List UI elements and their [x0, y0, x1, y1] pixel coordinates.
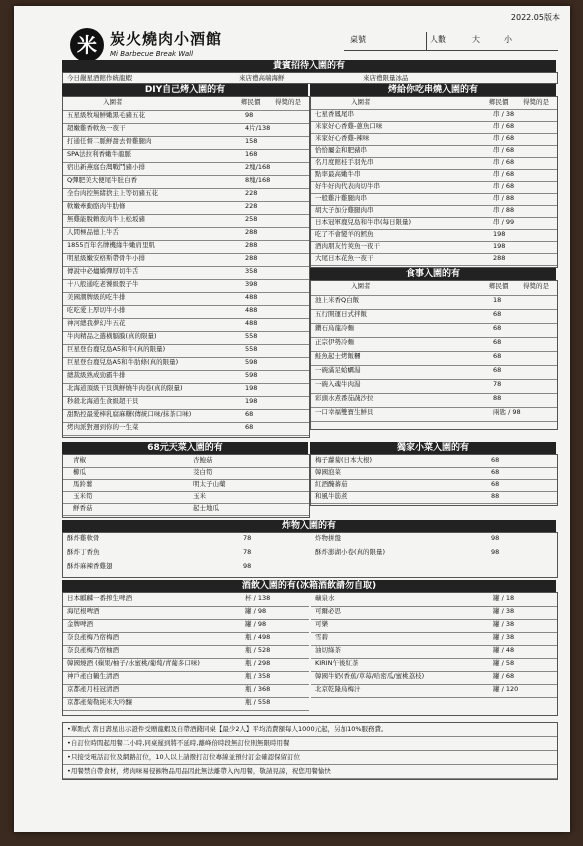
diy-item-price: 168: [245, 150, 258, 158]
logo-icon: 米: [70, 28, 104, 62]
fried-item-price: 98: [491, 534, 500, 542]
skewer-col-price: 鄉民價: [489, 98, 509, 106]
diy-item-name: 超嫩雞香軟魚一夜干: [67, 124, 126, 132]
drink-item-name: 韓國牛奶(香蕉/草莓/哈密瓜/蜜桃荔枝): [315, 672, 425, 680]
exclusive-item-price: 68: [491, 468, 500, 476]
side68-item-right: 明太子山藥: [193, 480, 226, 488]
diy-item-price: 488: [245, 293, 258, 301]
diy-item-name: 無雞能脫賴夜肉牛上松坂豬: [67, 215, 145, 223]
diy-item-name: 人間極品德上牛舌: [67, 228, 119, 236]
fried-item-name: 酥炸丁香魚: [67, 548, 100, 556]
skewer-item-name: 吃了不會變羊的鱈魚: [315, 230, 374, 238]
skewer-item-name: 酒肉朋友竹莢魚一夜干: [315, 242, 380, 250]
exclusive-row-divider: [311, 503, 557, 504]
drink-item-price: 瓶 / 498: [245, 633, 271, 641]
skewer-item-name: 好牛好肉代表肉切牛串: [315, 182, 380, 190]
note-line: •單點式 當日壽星出示證件受贈龍蝦及自帶酒錢同桌【最少2人】平均消費額每人1000元起，另加10%服務費。: [63, 723, 557, 737]
header-divider: [344, 50, 558, 51]
meal-item-price: 68: [493, 324, 502, 332]
drink-item-name: 礦泉水: [315, 594, 335, 602]
drink-item-price: 瓶 / 358: [245, 672, 271, 680]
fried-item-price: 78: [243, 534, 252, 542]
diy-item-price: 228: [245, 202, 258, 210]
drink-item-name: 京都產菊勒純米大吟釀: [67, 698, 132, 706]
meal-item-price: 78: [493, 380, 502, 388]
drink-item-price: 罐 / 98: [245, 620, 267, 628]
diy-item-price: 8塊/168: [245, 176, 271, 184]
drink-item-name: 雪碧: [315, 633, 328, 641]
vip-item-right: 來店禮限量冰品: [363, 74, 409, 82]
diy-item-price: 358: [245, 267, 258, 275]
exclusive-row-divider: [311, 467, 557, 468]
diy-item-name: 十八般通吃老饕級骰子牛: [67, 280, 139, 288]
drink-row-divider: [311, 606, 557, 607]
skewer-item-name: 大尾日本花魚一夜干: [315, 254, 374, 262]
drinks-table: [62, 592, 558, 716]
side68-item-right: 起士地瓜: [193, 504, 219, 512]
drink-row-divider: [311, 632, 557, 633]
drink-item-price: 杯 / 138: [245, 594, 271, 602]
meal-item-name: 一口幸福雙寶生鮮貝: [315, 408, 374, 416]
exclusive-item-name: 紅酒醃蕃茄: [315, 480, 348, 488]
exclusive-section-title: 獨家小菜入園的有: [310, 442, 556, 454]
drink-item-name: 北京乾隆烏梅汁: [315, 685, 361, 693]
skewer-item-name: 米家好心香雞-辣味: [315, 134, 370, 142]
diy-item-name: Q彈肥美大便尾牛肚白香: [67, 176, 138, 184]
diy-item-name: 全台肉控無緒捨主上等切豬五花: [67, 189, 158, 197]
side68-row-divider: [63, 515, 309, 516]
diy-col-name: 入園者: [103, 98, 123, 106]
diy-item-price: 4片/138: [245, 124, 271, 132]
fried-item-name: 酥炸麻辣香雞翅: [67, 562, 113, 570]
fried-item-price: 78: [243, 548, 252, 556]
side68-item-left: 玉米筍: [73, 492, 93, 500]
skewer-item-price: 198: [493, 230, 506, 238]
brand-subtitle: Mi Barbecue Break Wall: [110, 50, 194, 58]
drink-item-name: KIRIN午後紅茶: [315, 659, 359, 667]
skewer-row-divider: [311, 265, 557, 266]
vip-row: [62, 72, 558, 84]
fried-table: [62, 532, 558, 578]
drink-item-name: 可樂: [315, 620, 328, 628]
drink-item-name: 韓國燒酒 (蘋果/柚子/水蜜桃/葡萄/青葡多口味): [67, 659, 200, 667]
note-line: •只接受電話訂位及網路訂位，10人以上請撥打訂位專線並預付訂金確認保留訂位: [63, 751, 557, 765]
meal-item-price: 68: [493, 352, 502, 360]
skewer-item-price: 串 / 68: [493, 122, 515, 130]
drink-item-price: 罐 / 18: [493, 594, 515, 602]
skewer-table: [310, 96, 558, 268]
exclusive-item-price: 68: [491, 480, 500, 488]
people-count-label: 人數: [430, 35, 446, 44]
drink-item-price: 罐 / 48: [493, 646, 515, 654]
vip-item-left: 今日嚴星酒館作統龍蝦: [67, 74, 132, 82]
diy-row-divider: [63, 435, 309, 436]
diy-item-name: 牛肉精品之選橫膈膜(真的限量): [67, 332, 157, 340]
drink-item-price: 罐 / 120: [493, 685, 519, 693]
drink-item-name: 神戶產白鶴生清酒: [67, 672, 119, 680]
side68-table: [62, 454, 310, 518]
drink-row-divider: [311, 697, 557, 698]
diy-item-price: 288: [245, 254, 258, 262]
diy-item-name: 巨星登台鹿兒島A5和牛肋條(真的限量): [67, 358, 179, 366]
diy-item-name: 巨星登台鹿兒島A5和牛(真的限量): [67, 345, 166, 353]
adult-label: 大: [472, 35, 480, 44]
meal-item-name: 彩頭水煮番茄蔬沙拉: [315, 394, 374, 402]
fried-item-price: 98: [243, 562, 252, 570]
drink-item-name: 金牌啤酒: [67, 620, 93, 628]
diy-item-name: 北海道頂級干貝與鮮燒牛肉卷(真的限量): [67, 384, 183, 392]
note-line: •自訂位時間起用餐二小時,同桌遲到將不延時,離峰倍時段無訂位則無限時用餐: [63, 737, 557, 751]
skewer-item-price: 串 / 68: [493, 158, 515, 166]
diy-item-name: 吃吃愛上厚切牛小排: [67, 306, 126, 314]
meal-item-name: 池上米香Q白飯: [315, 296, 360, 304]
meal-item-price: 兩匙 / 98: [493, 408, 521, 416]
note-line: •用餐禁自帶食材，烤肉味易侵蝕物品用品因此無法離帶入內用餐，敬請見諒，祝您用餐愉快: [63, 765, 557, 779]
notes-box: [62, 722, 558, 780]
fried-item-name: 酥炸澎湖小卷(真的限量): [315, 548, 386, 556]
skewer-col-count: 得獎的是: [523, 98, 549, 106]
diy-item-price: 488: [245, 319, 258, 327]
diy-item-price: 558: [245, 332, 258, 340]
drink-item-name: 可爾必思: [315, 607, 341, 615]
skewer-item-price: 串 / 38: [493, 110, 515, 118]
skewer-item-price: 串 / 68: [493, 134, 515, 142]
skewer-item-name: 米家好心香雞-蔥魚口味: [315, 122, 383, 130]
side68-section-title: 68元天菜入園的有: [62, 442, 308, 454]
meal-col-count: 得獎的是: [523, 282, 549, 290]
child-label: 小: [504, 35, 512, 44]
drink-item-name: 奈良產梅乃宿梅酒: [67, 633, 119, 641]
drink-item-price: 罐 / 38: [493, 633, 515, 641]
side68-item-right: 茭白筍: [193, 468, 213, 476]
exclusive-table: [310, 454, 558, 506]
side68-item-left: 鮮香菇: [73, 504, 93, 512]
meal-table: [310, 280, 558, 430]
diy-item-name: 軟嫩牽動胳肉牛肋條: [67, 202, 126, 210]
diy-item-name: 1855百年名牌機緣牛嫩肩里肌: [67, 241, 156, 249]
drink-item-name: 京都產月桂冠清酒: [67, 685, 119, 693]
meal-item-price: 68: [493, 338, 502, 346]
drink-item-price: 瓶 / 528: [245, 646, 271, 654]
drink-row-divider: [63, 619, 309, 620]
diy-item-name: 宿出新燕窩台灣戰鬥豬小排: [67, 163, 145, 171]
skewer-item-name: 胡大子加分雞腿肉串: [315, 206, 374, 214]
skewer-item-name: 名月度館桂手羽先串: [315, 158, 374, 166]
diy-item-price: 228: [245, 189, 258, 197]
side68-item-left: 馬鈴薯: [73, 480, 93, 488]
diy-item-name: 甜點控最愛棒乳腐麻糬(傳統口味/抹茶口味): [67, 410, 192, 418]
vip-section-title: 貴賓招待入園的有: [62, 60, 556, 72]
skewer-item-name: 七星香鳳尾串: [315, 110, 354, 118]
drink-item-price: 罐 / 58: [493, 659, 515, 667]
diy-item-name: SPA法拉利香嫩牛龍脈: [67, 150, 132, 158]
skewer-item-price: 串 / 68: [493, 182, 515, 190]
exclusive-item-price: 88: [491, 492, 500, 500]
drink-item-price: 瓶 / 368: [245, 685, 271, 693]
diy-item-name: 美國潮牌級的吃牛排: [67, 293, 126, 301]
diy-item-price: 258: [245, 215, 258, 223]
meal-item-price: 68: [493, 310, 502, 318]
drink-item-price: 罐 / 38: [493, 607, 515, 615]
exclusive-item-name: 梅子蘿蔔(日本大根): [315, 456, 373, 464]
diy-item-price: 2塊/168: [245, 163, 271, 171]
diy-item-name: 神河總我夢幻牛五花: [67, 319, 126, 327]
drink-item-name: 海尼根啤酒: [67, 607, 100, 615]
diy-item-price: 558: [245, 345, 258, 353]
meal-item-price: 88: [493, 394, 502, 402]
diy-item-name: 明星級嫩安格斯帶骨牛小排: [67, 254, 145, 262]
skewer-item-price: 串 / 99: [493, 218, 515, 226]
diy-item-name: 烤肉派對週到你的一生菜: [67, 423, 139, 431]
meal-item-name: 鮭魚起士烤飯糰: [315, 352, 361, 360]
diy-table: [62, 96, 310, 438]
skewer-item-price: 串 / 88: [493, 194, 515, 202]
skewer-col-name: 入園者: [351, 98, 371, 106]
fried-item-name: 炸物拼盤: [315, 534, 341, 542]
side68-row-divider: [63, 503, 309, 504]
diy-item-name: 傳說中必燼嬌彈厚切牛舌: [67, 267, 139, 275]
fried-item-name: 酥炸雞軟骨: [67, 534, 100, 542]
exclusive-item-price: 68: [491, 456, 500, 464]
meal-item-price: 68: [493, 366, 502, 374]
brand-name: 炭火燒肉小酒館: [110, 30, 223, 48]
diy-item-price: 68: [245, 423, 254, 431]
exclusive-item-name: 和風牛筋煮: [315, 492, 348, 500]
drink-row-divider: [63, 710, 309, 711]
diy-item-price: 398: [245, 280, 258, 288]
drink-item-price: 瓶 / 298: [245, 659, 271, 667]
diy-col-count: 得獎的是: [275, 98, 301, 106]
drink-item-price: 罐 / 98: [245, 607, 267, 615]
meal-item-name: 五行開運日式拌飯: [315, 310, 367, 318]
diy-item-price: 488: [245, 306, 258, 314]
drink-item-name: 日本麒麟一番搾生啤酒: [67, 594, 132, 602]
diy-item-price: 198: [245, 397, 258, 405]
exclusive-item-name: 韓國泡菜: [315, 468, 341, 476]
drink-item-price: 罐 / 68: [493, 672, 515, 680]
table-number-label: 桌號: [350, 35, 366, 44]
side68-item-right: 杏鮑菇: [193, 456, 213, 464]
drink-row-divider: [311, 645, 557, 646]
meal-item-price: 18: [493, 296, 502, 304]
diy-item-price: 598: [245, 358, 258, 366]
skewer-item-price: 288: [493, 254, 506, 262]
side68-item-right: 玉米: [193, 492, 206, 500]
drink-item-price: 罐 / 38: [493, 620, 515, 628]
version-label: 2022.05版本: [510, 13, 560, 22]
meal-col-price: 鄉民價: [489, 282, 509, 290]
drink-item-name: 奈良產梅乃宿柚酒: [67, 646, 119, 654]
diy-item-name: 總裁級熟成勁霸牛排: [67, 371, 126, 379]
diy-item-name: 打通任督二脈鮮甜去骨雞腿肉: [67, 137, 152, 145]
diy-item-price: 198: [245, 384, 258, 392]
header-divider-vertical: [426, 32, 427, 50]
fried-section-title: 炸物入園的有: [62, 520, 556, 532]
drinks-section-title: 酒飲入園的有(冰箱酒飲請勿自取): [62, 580, 556, 592]
meal-item-name: 一碗入魂牛肉湯: [315, 380, 361, 388]
diy-item-price: 158: [245, 137, 258, 145]
fried-item-price: 98: [491, 548, 500, 556]
diy-col-price: 鄉民價: [241, 98, 261, 106]
diy-section-title: DIY自己烤入園的有: [62, 84, 308, 96]
side68-row-divider: [63, 467, 309, 468]
side68-item-left: 櫛瓜: [73, 468, 86, 476]
meal-item-name: 一碗滿足蛤蠣湯: [315, 366, 361, 374]
drink-row-divider: [311, 619, 557, 620]
meal-item-name: 正宗伊勢冷麵: [315, 338, 354, 346]
side68-row-divider: [63, 491, 309, 492]
diy-item-price: 98: [245, 111, 254, 119]
skewer-item-name: 恰恰屬金和肥豬串: [315, 146, 367, 154]
skewer-item-price: 串 / 68: [493, 170, 515, 178]
drink-item-name: 油切綠茶: [315, 646, 341, 654]
meal-col-name: 入園者: [351, 282, 371, 290]
meal-section-title: 食事入園的有: [310, 268, 556, 280]
diy-item-price: 288: [245, 228, 258, 236]
diy-item-price: 288: [245, 241, 258, 249]
diy-item-price: 598: [245, 371, 258, 379]
skewer-item-name: 一般雞汁雞腿肉串: [315, 194, 367, 202]
diy-item-name: 秒殺北海道生食級超干貝: [67, 397, 139, 405]
skewer-item-price: 串 / 88: [493, 206, 515, 214]
skewer-item-price: 串 / 68: [493, 146, 515, 154]
vip-item-mid: 來店禮高端海鮮: [239, 74, 285, 82]
drink-item-price: 瓶 / 558: [245, 698, 271, 706]
meal-row-divider: [311, 421, 557, 422]
menu-sheet: [14, 6, 570, 832]
skewer-item-name: 日本冠軍鹿兒島和牛串(每日限量): [315, 218, 412, 226]
diy-item-name: 五星級牧場鮮嫩黑毛豬五花: [67, 111, 145, 119]
diy-item-price: 68: [245, 410, 254, 418]
meal-item-name: 鑽石烏龍冷麵: [315, 324, 354, 332]
skewer-item-name: 點率最高嫩牛串: [315, 170, 361, 178]
skewer-section-title: 烤給你吃串燒入園的有: [310, 84, 556, 96]
skewer-item-price: 198: [493, 242, 506, 250]
side68-row-divider: [63, 479, 309, 480]
side68-item-left: 青椒: [73, 456, 86, 464]
